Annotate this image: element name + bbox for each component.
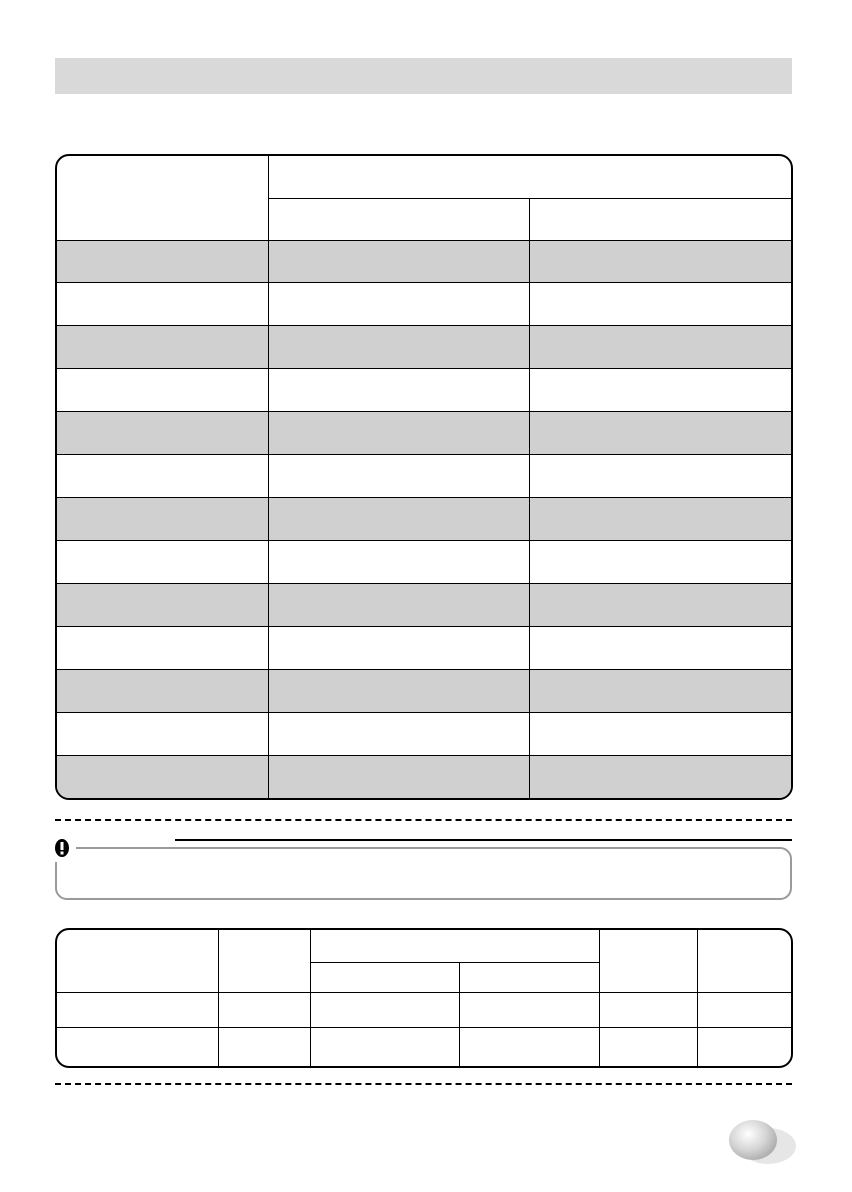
table-row: [57, 369, 793, 412]
main-table: [55, 154, 793, 800]
spec-table: [55, 928, 793, 1068]
note-header-line: [175, 839, 792, 841]
table-row: [57, 240, 793, 283]
divider-bottom: [55, 1083, 792, 1085]
table-row: [57, 412, 793, 455]
table-row: [57, 627, 793, 670]
table-row: [57, 584, 793, 627]
divider-top: [55, 819, 792, 821]
table-row: [57, 541, 793, 584]
page-number-badge: [729, 1120, 777, 1160]
table-row: [57, 326, 793, 369]
table-row: [57, 283, 793, 326]
table-row: [57, 713, 793, 756]
table-row: [57, 498, 793, 541]
table-row: [57, 756, 793, 799]
table-row: [57, 670, 793, 713]
table-row: [57, 455, 793, 498]
note-box: [55, 847, 792, 900]
exclamation-icon: [48, 834, 76, 862]
section-title-bar: [55, 58, 792, 94]
